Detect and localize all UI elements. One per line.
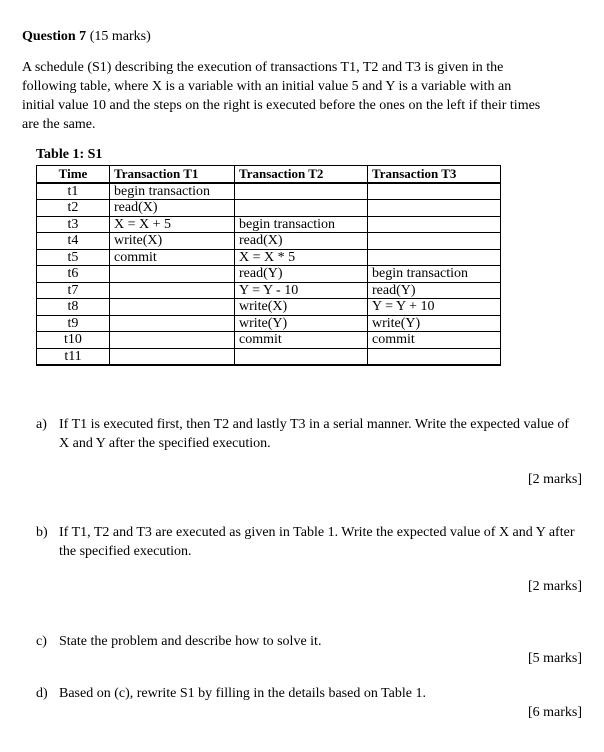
part-d-text: Based on (c), rewrite S1 by filling in the details based on Table 1. (59, 686, 426, 701)
cell-time: t11 (37, 348, 110, 365)
part-c-marks: [5 marks] (527, 651, 582, 666)
schedule-table (36, 165, 501, 366)
cell-t3 (368, 200, 501, 217)
table-row (37, 315, 501, 332)
cell-t3 (368, 183, 501, 200)
table-row (37, 200, 501, 217)
cell-t2: commit (235, 332, 368, 349)
cell-time: t7 (37, 282, 110, 299)
cell-time: t4 (37, 233, 110, 250)
cell-t2: begin transaction (235, 216, 368, 233)
table-row (37, 249, 501, 266)
cell-t1 (110, 315, 235, 332)
cell-t3: commit (368, 332, 501, 349)
part-c-letter: c) (36, 634, 47, 649)
table-caption: Table 1: S1 (36, 147, 103, 162)
part-a-text: If T1 is executed first, then T2 and lastly T3 in a serial manner. Write the expected value of X and Y after the specified execution. (59, 417, 570, 451)
part-b-letter: b) (36, 525, 48, 540)
table-row (37, 332, 501, 349)
cell-time: t6 (37, 266, 110, 283)
cell-time: t10 (37, 332, 110, 349)
cell-t2: read(X) (235, 233, 368, 250)
cell-t1 (110, 348, 235, 365)
cell-t2 (235, 200, 368, 217)
question-number: Question 7 (22, 29, 87, 44)
cell-t3 (368, 233, 501, 250)
cell-time: t2 (37, 200, 110, 217)
cell-t2: write(Y) (235, 315, 368, 332)
header-transaction-t2: Transaction T2 (235, 166, 368, 183)
cell-t1: begin transaction (110, 183, 235, 200)
table-row (37, 299, 501, 316)
cell-t1 (110, 299, 235, 316)
part-b-text: If T1, T2 and T3 are executed as given in Table 1. Write the expected value of X and Y after the specified execution. (59, 525, 575, 559)
table-header-row (37, 166, 501, 183)
cell-t3: Y = Y + 10 (368, 299, 501, 316)
cell-t2: write(X) (235, 299, 368, 316)
cell-t1: commit (110, 249, 235, 266)
cell-t1: read(X) (110, 200, 235, 217)
table-row (37, 183, 501, 200)
table-row (37, 216, 501, 233)
question-marks: (15 marks) (89, 29, 151, 44)
cell-t1: X = X + 5 (110, 216, 235, 233)
table-row (37, 348, 501, 365)
cell-t3 (368, 216, 501, 233)
table-row (37, 233, 501, 250)
cell-t3: write(Y) (368, 315, 501, 332)
cell-time: t9 (37, 315, 110, 332)
part-a-letter: a) (36, 417, 47, 432)
cell-t3 (368, 348, 501, 365)
cell-t2: X = X * 5 (235, 249, 368, 266)
table-body (37, 183, 501, 366)
cell-t2: Y = Y - 10 (235, 282, 368, 299)
cell-time: t8 (37, 299, 110, 316)
part-c-text: State the problem and describe how to solve it. (59, 634, 322, 649)
cell-t1 (110, 332, 235, 349)
cell-t3 (368, 249, 501, 266)
table-row (37, 266, 501, 283)
cell-t2 (235, 183, 368, 200)
table-row (37, 282, 501, 299)
cell-time: t1 (37, 183, 110, 200)
cell-t1 (110, 282, 235, 299)
cell-t3: begin transaction (368, 266, 501, 283)
part-d-letter: d) (36, 686, 48, 701)
cell-t1 (110, 266, 235, 283)
cell-t2 (235, 348, 368, 365)
part-a-marks: [2 marks] (527, 472, 582, 487)
header-transaction-t1: Transaction T1 (110, 166, 235, 183)
cell-t2: read(Y) (235, 266, 368, 283)
question-heading (22, 29, 151, 45)
header-time: Time (37, 166, 110, 183)
header-transaction-t3: Transaction T3 (368, 166, 501, 183)
cell-time: t5 (37, 249, 110, 266)
part-d-marks: [6 marks] (527, 705, 582, 720)
cell-t1: write(X) (110, 233, 235, 250)
part-b-marks: [2 marks] (527, 579, 582, 594)
cell-time: t3 (37, 216, 110, 233)
cell-t3: read(Y) (368, 282, 501, 299)
intro-paragraph: A schedule (S1) describing the execution of transactions T1, T2 and T3 is given in the following table, where X is a variable with an initial value 5 and Y is a variable with an initial value 10 and the steps on the right is executed before the ones on the left if their times are the same. (22, 60, 541, 132)
